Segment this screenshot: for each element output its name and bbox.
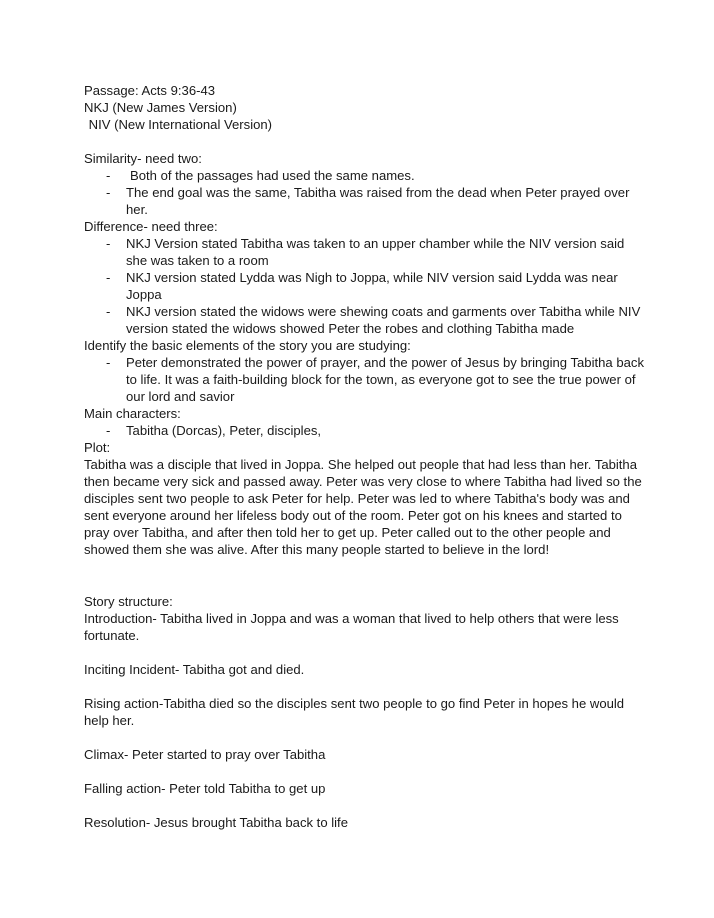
rising-action: Rising action-Tabitha died so the disciples sent two people to go find Peter in hopes he would help her. <box>84 695 625 728</box>
spacer <box>84 644 644 661</box>
version-niv <box>84 116 644 133</box>
bullet-dash: - <box>106 168 111 183</box>
list-item <box>84 167 644 184</box>
list-item <box>84 184 644 218</box>
bullet-dash: - <box>106 355 111 370</box>
list-item-text: NKJ version stated the widows were shewing coats and garments over Tabitha while NIV version stated the widows showed Peter the robes and clothing Tabitha made <box>126 304 641 336</box>
list-item <box>84 303 644 337</box>
spacer <box>84 133 644 150</box>
document-body <box>84 82 644 831</box>
spacer <box>84 678 644 695</box>
climax: Climax- Peter started to pray over Tabitha <box>84 746 326 762</box>
list-item-text: NKJ Version stated Tabitha was taken to an upper chamber while the NIV version said she was taken to a room <box>126 236 625 268</box>
resolution: Resolution- Jesus brought Tabitha back to life <box>84 814 348 830</box>
list-item <box>84 354 644 405</box>
list-item-text: Both of the passages had used the same names. <box>130 168 415 183</box>
version-niv-text: NIV (New International Version) <box>88 117 273 132</box>
spacer <box>84 729 644 746</box>
list-item <box>84 422 644 439</box>
characters-heading: Main characters: <box>84 406 181 421</box>
difference-heading: Difference- need three: <box>84 219 218 234</box>
list-item-text: The end goal was the same, Tabitha was raised from the dead when Peter prayed over her. <box>126 185 630 217</box>
list-item-text: NKJ version stated Lydda was Nigh to Joppa, while NIV version said Lydda was near Joppa <box>126 270 618 302</box>
bullet-dash: - <box>106 304 111 319</box>
bullet-dash: - <box>106 270 111 285</box>
spacer <box>84 559 644 593</box>
bullet-dash: - <box>106 185 111 200</box>
list-item-text: Peter demonstrated the power of prayer, and the power of Jesus by bringing Tabitha back to life. It was a faith-building block for the town, as everyone got to see the true power of our lord and savior <box>126 355 645 404</box>
bullet-dash: - <box>106 236 111 251</box>
list-item <box>84 235 644 269</box>
similarity-heading: Similarity- need two: <box>84 151 202 166</box>
list-item <box>84 269 644 303</box>
spacer <box>84 797 644 814</box>
inciting-incident: Inciting Incident- Tabitha got and died. <box>84 661 305 677</box>
elements-heading: Identify the basic elements of the story you are studying: <box>84 338 411 353</box>
version-nkj: NKJ (New James Version) <box>84 100 237 115</box>
structure-heading: Story structure: <box>84 593 173 609</box>
bullet-dash: - <box>106 423 111 438</box>
passage-line: Passage: Acts 9:36-43 <box>84 83 216 98</box>
falling-action: Falling action- Peter told Tabitha to get up <box>84 780 326 796</box>
plot-heading: Plot: <box>84 440 111 455</box>
list-item-text: Tabitha (Dorcas), Peter, disciples, <box>126 423 322 438</box>
spacer <box>84 763 644 780</box>
plot-paragraph: Tabitha was a disciple that lived in Joppa. She helped out people that had less than her. Tabitha then became very sick and passed away. Peter was very close to where Tabitha had lived so the disciples sent two people to ask Peter for help. Peter was led to where Tabitha's body was and sent everyone around her lifeless body out of the room. Peter got on his knees and started to pray over Tabitha, and after then told her to get up. Peter called out to the other people and showed them she was alive. After this many people started to believe in the lord! <box>84 457 642 558</box>
introduction-paragraph: Introduction- Tabitha lived in Joppa and was a woman that lived to help others that were less fortunate. <box>84 610 619 643</box>
